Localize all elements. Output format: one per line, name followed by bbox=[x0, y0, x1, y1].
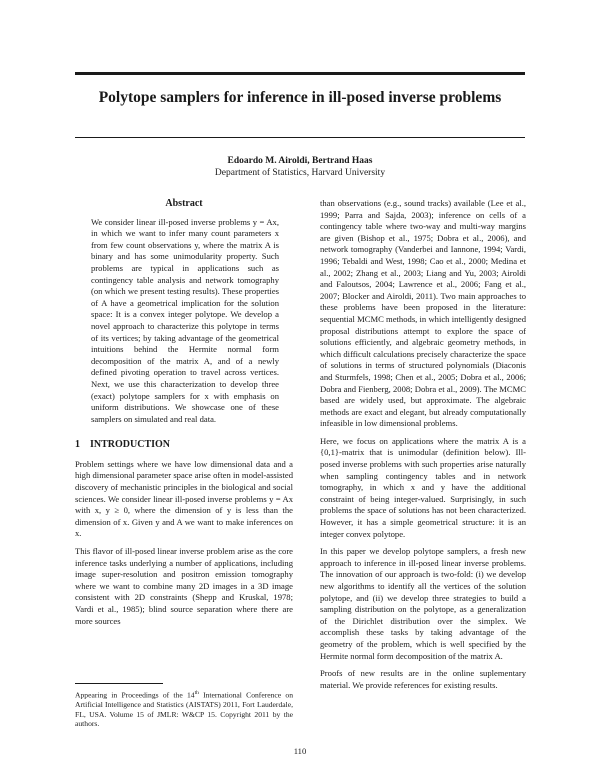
intro-paragraph: In this paper we develop polytope samplers, a fresh new approach to inference in ill-posed linear inverse problems. The innovation of our approach is two-fold: (i) we develop new algorithms to identify all the vertices of the solution polytope, and (ii) we develop three strategies to build a sampling distribution on the polytope, as a generalization of the Dirichlet distribution over the simplex. We accomplish these tasks by taking advantage of the geometry of the problem, which is well specified by the Hermite normal form decomposition of the matrix A. bbox=[320, 546, 526, 661]
intro-paragraph: Here, we focus on applications where the matrix A is a {0,1}-matrix that is unimodular (definition below). Ill-posed inverse problems with such properties arise naturally when sampling contingency tables and in network tomography, in which x and y have the additional constraint of being integer-valued. Surprisingly, in such problems the space of solutions has not been characterized. However, it has a simple geometrical structure: it is an integer convex polytope. bbox=[320, 435, 526, 539]
section-heading-introduction bbox=[75, 439, 293, 451]
left-column bbox=[75, 198, 293, 633]
author-block bbox=[75, 155, 525, 179]
intro-paragraph: Problem settings where we have low dimensional data and a high dimensional parameter space arise often in model-assisted discovery of mechanistic principles in the biological and social sciences. We consider linear ill-posed inverse problems y = Ax with x, y ≥ 0, where the dimension of y is less than the dimension of x. Given y and A we want to make inferences on x. bbox=[75, 458, 293, 539]
right-column bbox=[320, 198, 526, 697]
intro-paragraph: This flavor of ill-posed linear inverse problem arise as the core inference tasks underlying a number of applications, including image super-resolution and positron emission tomography where we want to combine many 2D images in a 3D image consistent with 2D constraints (Shepp and Kruskal, 1978; Vardi et al., 1985); blind source separation where there are more sources bbox=[75, 546, 293, 626]
section-title: INTRODUCTION bbox=[90, 439, 171, 451]
paper-title: Polytope samplers for inference in ill-posed inverse problems bbox=[98, 89, 502, 106]
intro-paragraph: than observations (e.g., sound tracks) available (Lee et al., 1999; Parra and Sajda, 2003); inference on cells of a contingency table where two-way and multi-way margins are given (Bishop et al., 1975; Dobra et al., 2006), and network tomography (Vanderbei and Iannone, 1994; Vardi, 1996; Tebaldi and West, 1998; Cao et al., 2000; Medina et al., 2002; Zhang et al., 2003; Liang and Yu, 2003; Airoldi and Faloutsos, 2004; Lawrence et al., 2006; Fang et al., 2007; Blocker and Airoldi, 2011). Two main approaches to these problems have been proposed in the literature: sequential MCMC methods, in which intelligently designed proposal distributions attempt to explore the space of solutions efficiently, and algebraic geometry methods, in which difficult calculations precisely characterize the space of solutions in terms of structured polynomials (Diaconis and Sturmfels, 1998; Chen et al., 2005; Dobra et al., 2006; Dobra and Fienberg, 2008; Dobra et al., 2009). The MCMC based are widely used, but approximate. The algebraic methods are exact and elegant, but already computationally infeasible in low dimensional problems. bbox=[320, 198, 526, 429]
footnote bbox=[75, 683, 293, 729]
intro-paragraph: Proofs of new results are in the online suplementary material. We provide references for existing results. bbox=[320, 668, 526, 690]
author-names: Edoardo M. Airoldi, Bertrand Haas bbox=[227, 156, 373, 166]
footnote-superscript: th bbox=[194, 690, 199, 696]
title-top-rule bbox=[75, 72, 525, 75]
section-number: 1 bbox=[75, 439, 80, 451]
abstract-heading: Abstract bbox=[165, 198, 203, 209]
abstract-body: We consider linear ill-posed inverse problems y = Ax, in which we want to infer many count parameters x from few count observations y, where the matrix A is binary and has some unimodularity property. Such problems are typical in applications such as contingency table analysis and network tomography (on which we present testing results). These properties of A have a geometrical implication for the solution space: It is a convex integer polytope. We develop a novel approach to characterize this polytope in terms of its vertices; by taking advantage of the geometrical intuitions behind the Hermite normal form decomposition of the matrix A, and of a newly defined pivoting operation to travel across vertices. Next, we use this characterization to develop three (exact) polytope samplers for x with emphasis on uniform distributions. We showcase one of these samplers on simulated and real data. bbox=[91, 216, 279, 424]
footnote-text-end: International Conference on Artificial Intelligence and Statistics (AISTATS) 2011, Fort Lauderdale, FL, USA. Volume 15 of JMLR: W&CP 15. Copyright 2011 by the authors. bbox=[75, 690, 293, 729]
footnote-text-start: Appearing in Proceedings of the 14 bbox=[75, 690, 195, 700]
author-affiliation: Department of Statistics, Harvard University bbox=[214, 168, 386, 178]
title-bottom-rule bbox=[75, 137, 525, 138]
page-number: 110 bbox=[293, 746, 307, 756]
footnote-rule bbox=[75, 683, 163, 684]
